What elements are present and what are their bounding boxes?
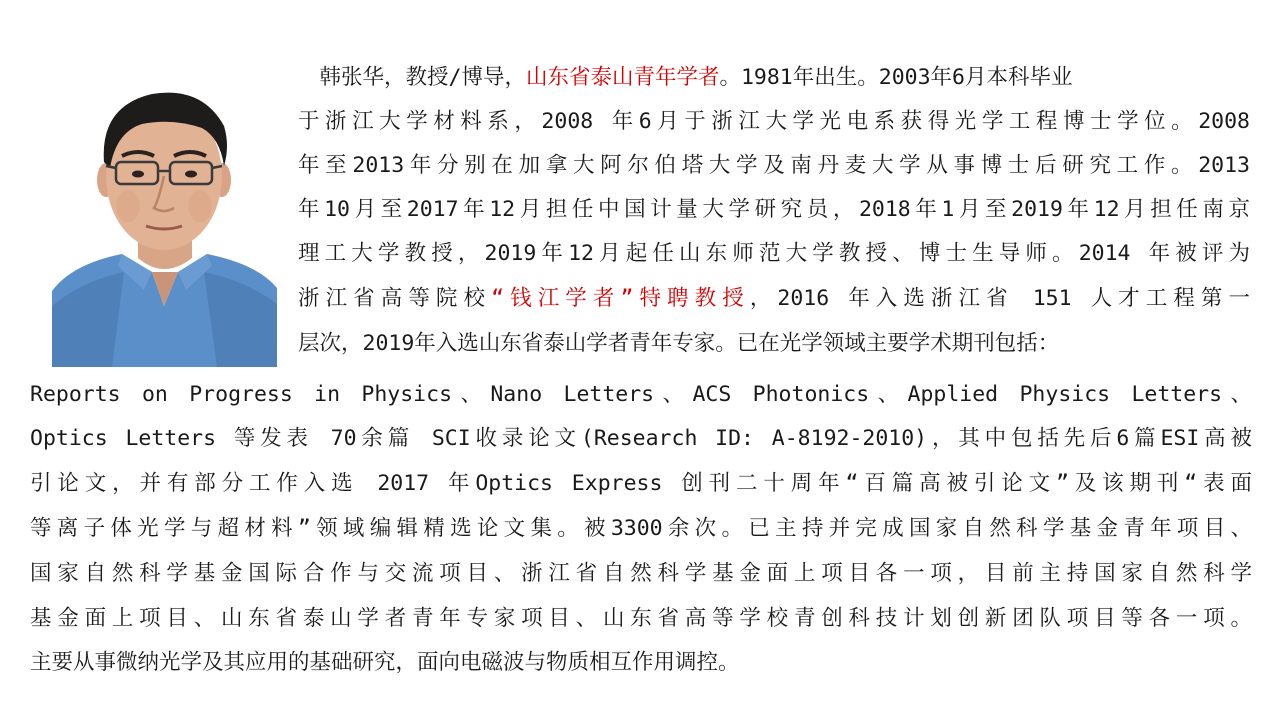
bio-line-7 <box>298 329 1250 359</box>
bio-line-14 <box>30 648 1252 678</box>
bio-line-11 <box>30 514 1252 544</box>
bio-line-8 <box>30 380 1252 410</box>
bio-text-segment: ，2016 年入选浙江省 151 人才工程第一 <box>749 286 1250 311</box>
bio-text-segment: Optics Letters 等发表 70余篇 SCI收录论文(Research ID: A-8192-2010)，其中包括先后6篇ESI高被 <box>30 426 1252 451</box>
bio-text-segment: 层次，2019年入选山东省泰山学者青年专家。已在光学领域主要学术期刊包括： <box>298 331 1060 356</box>
bio-line-10 <box>30 469 1252 499</box>
bio-line-12 <box>30 559 1252 589</box>
bio-text-segment: Reports on Progress in Physics、Nano Letters、ACS Photonics、Applied Physics Letters、 <box>30 382 1252 407</box>
bio-line-13 <box>30 604 1252 634</box>
bio-text-segment: 年10月至2017年12月担任中国计量大学研究员，2018年1月至2019年12月担任南京 <box>298 197 1250 222</box>
bio-text-segment: 基金面上项目、山东省泰山学者青年专家项目、山东省高等学校青创科技计划创新团队项目等各一项。 <box>30 606 1252 631</box>
bio-line-2 <box>298 107 1250 137</box>
highlighted-title: “钱江学者”特聘教授 <box>491 286 750 311</box>
bio-text-segment: 主要从事微纳光学及其应用的基础研究，面向电磁波与物质相互作用调控。 <box>30 650 740 675</box>
bio-text-segment: 等离子体光学与超材料”领域编辑精选论文集。被3300余次。已主持并完成国家自然科学基金青年项目、 <box>30 516 1252 541</box>
bio-text-segment: 于浙江大学材料系，2008 年6月于浙江大学光电系获得光学工程博士学位。2008 <box>298 109 1250 134</box>
bio-text-segment: 浙江省高等院校 <box>298 286 492 311</box>
highlighted-title: 山东省泰山青年学者 <box>525 65 720 90</box>
bio-text-segment: 年至2013年分别在加拿大阿尔伯塔大学及南丹麦大学从事博士后研究工作。2013 <box>298 153 1250 178</box>
bio-text-segment: 韩张华，教授/博导， <box>298 65 526 90</box>
bio-line-6 <box>298 284 1250 314</box>
bio-line-9 <box>30 424 1252 454</box>
portrait-image <box>52 76 277 367</box>
bio-line-3 <box>298 151 1250 181</box>
bio-line-4 <box>298 195 1250 225</box>
bio-text-segment: 理工大学教授，2019年12月起任山东师范大学教授、博士生导师。2014 年被评为 <box>298 241 1250 266</box>
portrait-photo <box>52 76 277 367</box>
bio-line-5 <box>298 239 1250 269</box>
bio-text-segment: 引论文，并有部分工作入选 2017 年Optics Express 创刊二十周年“百篇高被引论文”及该期刊“表面 <box>30 471 1252 496</box>
bio-text-segment: 国家自然科学基金国际合作与交流项目、浙江省自然科学基金面上项目各一项，目前主持国家自然科学 <box>30 561 1252 586</box>
bio-line-1 <box>298 63 1250 93</box>
bio-text-segment: 。1981年出生。2003年6月本科毕业 <box>719 65 1073 90</box>
